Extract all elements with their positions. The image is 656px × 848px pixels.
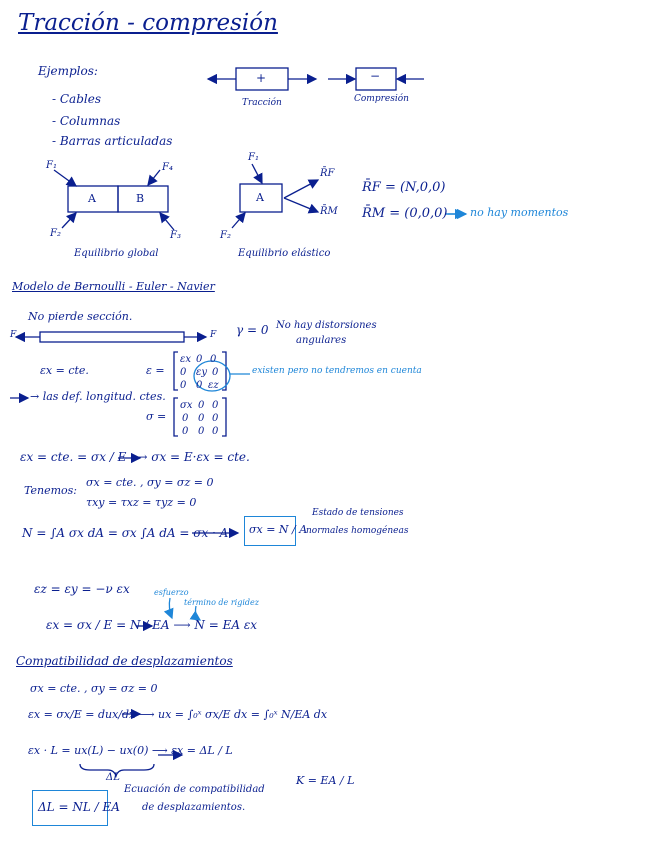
eps-m-02: 0 xyxy=(210,354,217,365)
relation-eq1: εx = cte. = σx / E ⟶ σx = E·εx = cte. xyxy=(20,450,250,464)
sig-m-10: 0 xyxy=(182,413,189,424)
force-f2: F₂ xyxy=(50,228,61,239)
elastic-equilibrium-label: Equilibrio elástico xyxy=(238,248,331,259)
boxed-delta-l xyxy=(32,790,120,826)
global-equilibrium-label: Equilibrio global xyxy=(74,248,159,259)
sig-m-11: 0 xyxy=(198,413,205,424)
relation-eq4: N = ∫A σx dA = σx ∫A dA = σx · A xyxy=(22,526,229,540)
eps-m-11: εy xyxy=(196,367,208,378)
bar-force-left: F xyxy=(10,330,17,340)
las-def-longitud: → las def. longitud. ctes. xyxy=(30,390,166,403)
sig-m-22: 0 xyxy=(212,426,219,437)
existen-note: existen pero no tendremos en cuenta xyxy=(252,366,422,376)
force-f3: F₃ xyxy=(170,230,181,241)
boxed-sigma-n-a xyxy=(244,516,308,546)
gamma-zero: γ = 0 xyxy=(236,323,269,337)
sig-m-20: 0 xyxy=(182,426,189,437)
compat-heading: Compatibilidad de desplazamientos xyxy=(16,654,233,668)
examples-heading: Ejemplos: xyxy=(38,64,98,78)
eps-m-00: εx xyxy=(180,354,192,365)
estado-tensiones-1: Estado de tensiones xyxy=(312,508,404,518)
block-b-label: B xyxy=(136,192,145,205)
rm-label: R̄M xyxy=(320,206,338,217)
relation-eq2: σx = cte. , σy = σz = 0 xyxy=(86,476,214,489)
page-title: Tracción - compresión xyxy=(18,10,278,36)
sig-m-01: 0 xyxy=(198,400,205,411)
example-item-barras: - Barras articuladas xyxy=(52,134,173,148)
delta-l-under: ΔL xyxy=(106,772,120,783)
rf-label: R̄F xyxy=(320,168,335,179)
sig-m-21: 0 xyxy=(198,426,205,437)
compat-eq1: σx = cte. , σy = σz = 0 xyxy=(30,682,158,695)
no-distorsiones: No hay distorsiones xyxy=(276,320,377,331)
compresion-label: Compresión xyxy=(354,94,409,104)
boxed-sigma-text: σx = N / A xyxy=(249,523,308,536)
ecuacion-compat-1: Ecuación de compatibilidad xyxy=(124,784,265,795)
boxed-delta-l-text: ΔL = NL / EA xyxy=(38,800,120,814)
eps-m-10: 0 xyxy=(180,367,187,378)
relation-eq6: εx = σx / E = N / EA ⟶ N = EA εx xyxy=(46,618,258,632)
eps-m-21: 0 xyxy=(196,380,203,391)
eps-m-20: 0 xyxy=(180,380,187,391)
relation-eq3: τxy = τxz = τyz = 0 xyxy=(86,496,197,509)
elastic-force-f2: F₂ xyxy=(220,230,231,241)
rm-equation: R̄M = (0,0,0) xyxy=(362,206,448,221)
sig-m-02: 0 xyxy=(212,400,219,411)
rf-equation: R̄F = (N,0,0) xyxy=(362,180,446,195)
tenemos-label: Tenemos: xyxy=(24,484,77,497)
minus-sign: − xyxy=(370,69,381,83)
sig-m-12: 0 xyxy=(212,413,219,424)
angulares: angulares xyxy=(296,335,347,346)
elastic-block-a: A xyxy=(256,191,264,204)
block-a-label: A xyxy=(88,192,96,205)
eps-m-22: εz xyxy=(208,380,219,391)
rigidez-note: término de rigidez xyxy=(184,598,259,607)
k-equation: K = EA / L xyxy=(296,774,355,787)
estado-tensiones-2: normales homogéneas xyxy=(306,526,409,536)
model-heading: Modelo de Bernoulli - Euler - Navier xyxy=(12,280,215,293)
no-pierde-seccion: No pierde sección. xyxy=(28,310,133,323)
compat-eq3: εx · L = ux(L) − ux(0) ⟶ εx = ΔL / L xyxy=(28,744,233,757)
force-f4-right: F₄ xyxy=(162,162,173,173)
plus-sign: + xyxy=(256,71,267,85)
sigma-label: σ = xyxy=(146,410,167,423)
compat-eq2: εx = σx/E = dux/dx ⟶ ux = ∫₀ˣ σx/E dx = ∫₀ˣ N/EA dx xyxy=(28,708,328,721)
esfuerzo-note: esfuerzo xyxy=(154,588,189,597)
bar-force-right: F xyxy=(210,330,217,340)
no-moments-note: no hay momentos xyxy=(470,206,569,219)
eps-label: ε = xyxy=(146,364,165,377)
ex-cte: εx = cte. xyxy=(40,364,89,377)
force-f1-left: F₁ xyxy=(46,160,57,171)
example-item-columnas: - Columnas xyxy=(52,114,121,128)
eps-m-01: 0 xyxy=(196,354,203,365)
elastic-force-f1: F₁ xyxy=(248,152,259,163)
ecuacion-compat-2: de desplazamientos. xyxy=(142,802,246,813)
example-item-cables: - Cables xyxy=(52,92,101,106)
sig-m-00: σx xyxy=(180,400,193,411)
relation-eq5: εz = εy = −ν εx xyxy=(34,582,130,596)
traccion-label: Tracción xyxy=(242,98,282,108)
eps-m-12: 0 xyxy=(212,367,219,378)
